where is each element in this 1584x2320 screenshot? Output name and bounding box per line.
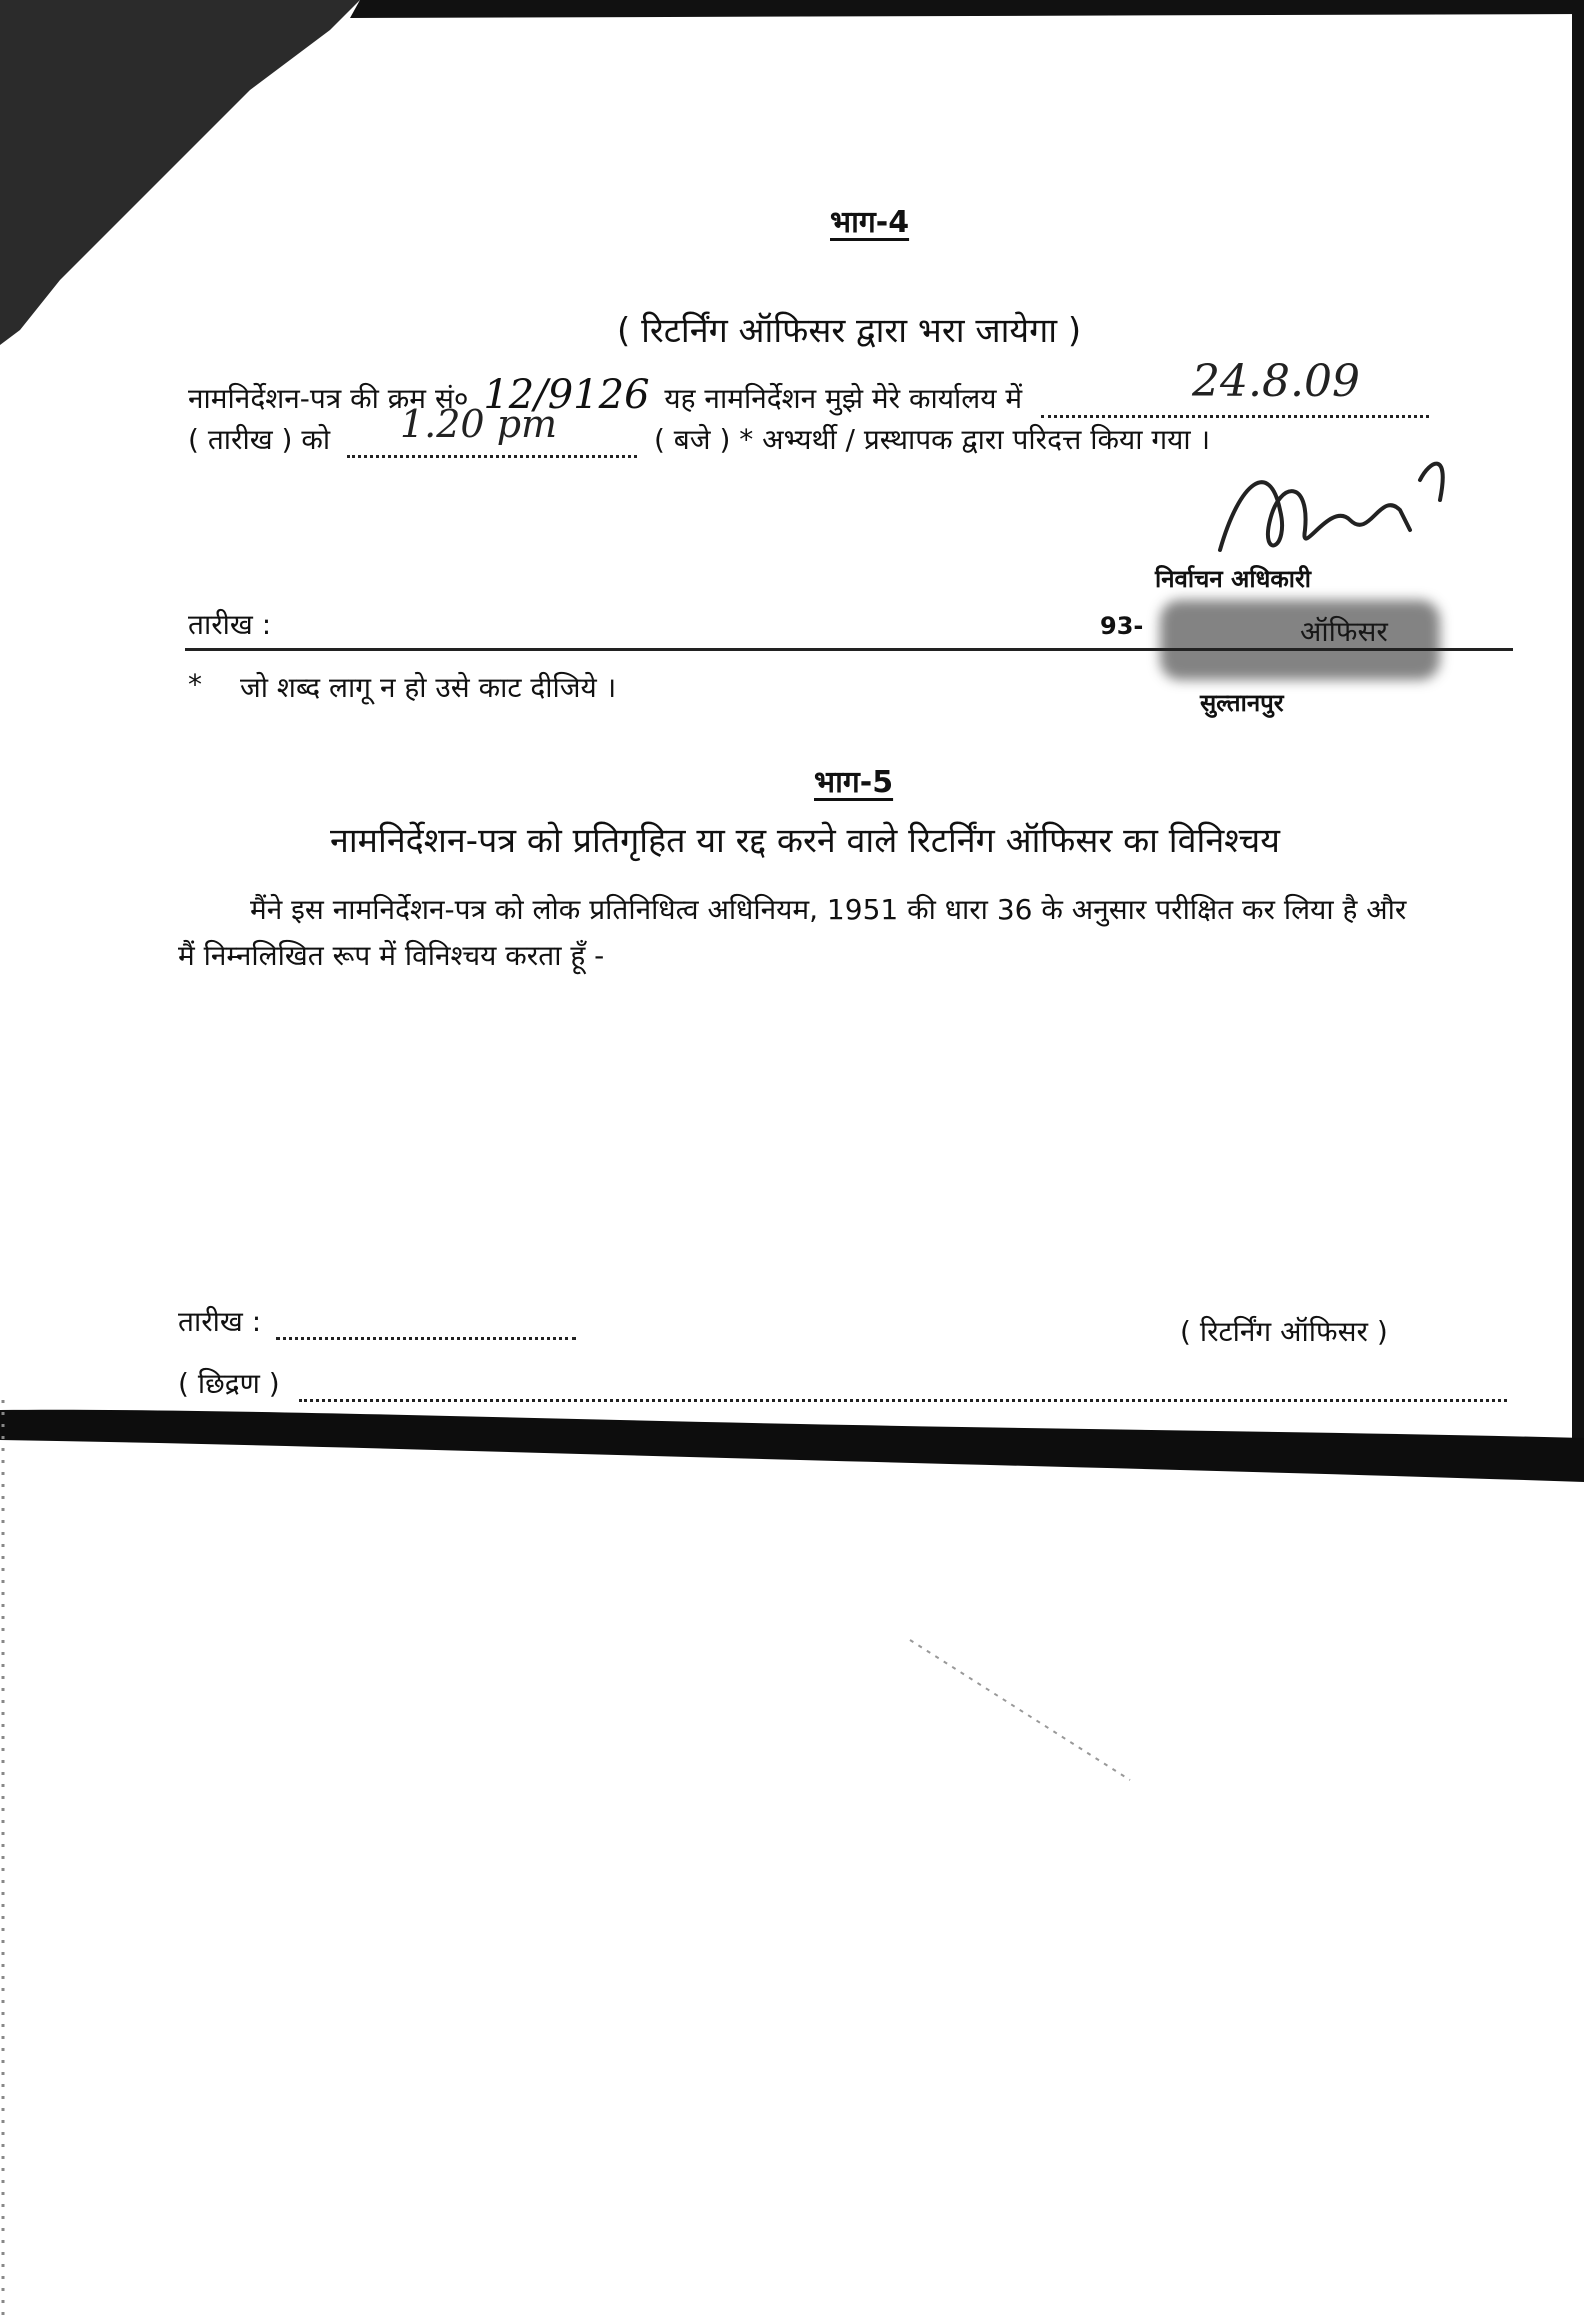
serial-value: 12/9126 bbox=[483, 372, 650, 418]
part5-date-row bbox=[178, 1302, 576, 1340]
part4-date-label: तारीख : bbox=[188, 608, 272, 641]
footnote-text: जो शब्द लागू न हो उसे काट दीजिये । bbox=[240, 671, 617, 704]
delivered-by-text: ( बजे ) * अभ्यर्थी / प्रस्थापक द्वारा परिदत्त किया गया । bbox=[653, 423, 1211, 456]
part4-line2 bbox=[188, 420, 1210, 458]
scan-right-edge bbox=[1572, 0, 1584, 1460]
seal-line-1: निर्वाचन अधिकारी bbox=[1155, 565, 1312, 593]
received-time-value: 1.20 pm bbox=[400, 402, 558, 446]
received-date-value: 24.8.09 bbox=[1192, 356, 1360, 407]
part5-stamp-row bbox=[178, 1364, 1507, 1402]
returning-officer-label: ( रिटर्निंग ऑफिसर ) bbox=[1180, 1315, 1388, 1348]
seal-line-2: 93- bbox=[1100, 612, 1144, 640]
part4-subheading: ( रिटर्निंग ऑफिसर द्वारा भरा जायेगा ) bbox=[617, 311, 1082, 351]
scan-streak bbox=[910, 1640, 1130, 1780]
footnote-star: * bbox=[188, 668, 202, 701]
part4-heading: भाग-4 bbox=[830, 205, 910, 240]
serial-label: नामनिर्देशन-पत्र की क्रम सं० bbox=[188, 382, 469, 415]
seal-line-3: सुल्तानपुर bbox=[1200, 689, 1284, 717]
part4-divider bbox=[185, 648, 1513, 651]
part5-heading: भाग-5 bbox=[814, 765, 894, 800]
part5-title: नामनिर्देशन-पत्र को प्रतिगृहित या रद्द करने वाले रिटर्निंग ऑफिसर का विनिश्चय bbox=[330, 821, 1280, 861]
part5-para-line1: मैंने इस नामनिर्देशन-पत्र को लोक प्रतिनिधित्व अधिनियम, 1951 की धारा 36 के अनुसार परीक्षित कर लिया है और bbox=[250, 893, 1407, 926]
seal-smudge bbox=[1160, 600, 1440, 680]
scan-corner-shadow bbox=[0, 0, 360, 345]
date-label-paren: ( तारीख ) को bbox=[188, 423, 331, 456]
receipt-text: यह नामनिर्देशन मुझे मेरे कार्यालय में bbox=[664, 382, 1023, 415]
stamp-label: ( छिद्रण ) bbox=[178, 1367, 280, 1400]
part5-date-fill-line bbox=[276, 1313, 576, 1340]
scan-top-edge bbox=[350, 0, 1584, 18]
part5-date-label: तारीख : bbox=[178, 1305, 262, 1338]
stamp-fill-line bbox=[299, 1375, 1507, 1402]
scan-fold-band bbox=[0, 1410, 1584, 1482]
part5-para-line2: मैं निम्नलिखित रूप में विनिश्चय करता हूँ - bbox=[178, 939, 605, 972]
